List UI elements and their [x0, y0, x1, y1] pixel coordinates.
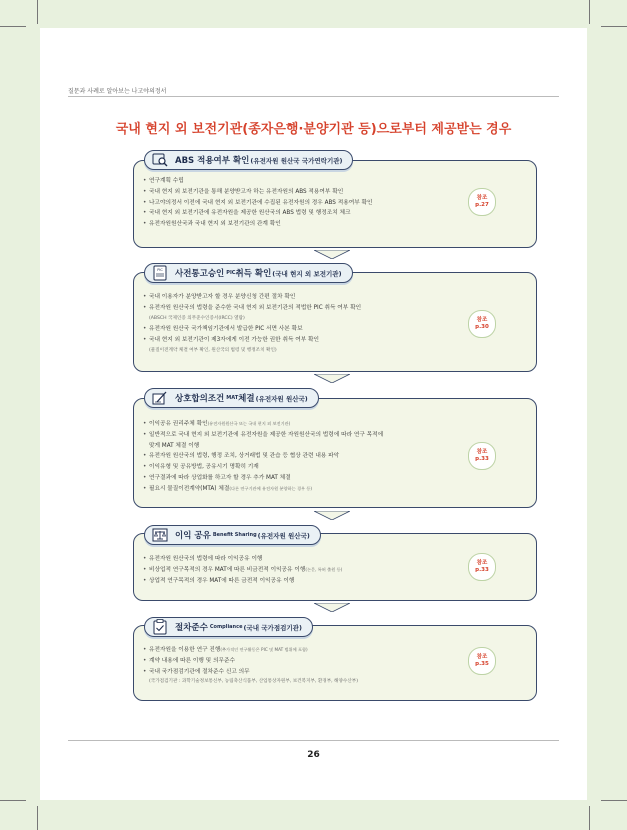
section-abbreviation: Compliance: [209, 624, 243, 630]
list-item: • 국내 이용자가 분양받고자 할 경우 분양신청 간편 절차 확인: [143, 292, 463, 303]
page-reference-badge: 참조 p.30: [468, 310, 496, 338]
list-item: • 국내 현지 외 보전기관이 제3자에게 이전 가능한 권한 취득 여부 확인: [143, 335, 463, 346]
section-authority: (유전자원 원산국): [257, 531, 310, 540]
page-reference-badge: 참조 p.33: [468, 553, 496, 581]
list-item: • 나고야의정서 이전에 국내 현지 외 보전기관에 수집된 유전자원의 경우 ABS 적용여부 확인: [143, 198, 463, 209]
section-title-suffix: 취득 확인: [235, 269, 272, 279]
down-arrow-icon: [314, 603, 350, 612]
page-reference-badge: 참조 p.33: [468, 442, 496, 470]
section-header-benefit-sharing: [144, 525, 321, 545]
section-abbreviation: MAT: [226, 395, 239, 401]
header-divider: [68, 96, 559, 97]
clipboard-check-icon: [151, 620, 169, 634]
section-title: ABS 적용여부 확인: [175, 156, 250, 166]
list-item: • 국내 국가점검기관에 절차준수 신고 의무: [143, 667, 463, 678]
list-item: • 일반적으로 국내 현지 외 보전기관에 유전자원을 제공한 자원원산국의 법령에 따라 연구 목적에: [143, 430, 463, 441]
list-item: • 유전자원 원산국 국가책임기관에서 발급한 PIC 서면 사본 확보: [143, 324, 463, 335]
list-item-note: (물질이전계약 체결 여부 확인, 원산국의 법령 및 행정조치 확인): [149, 347, 277, 353]
section-header-abs-check: [144, 150, 353, 170]
down-arrow-icon: [314, 250, 350, 259]
list-item: • 상업적 연구목적의 경우 MAT에 따른 금전적 이익공유 이행: [143, 576, 463, 587]
section-title: 상호합의조건: [175, 394, 225, 404]
section-items: [143, 645, 463, 688]
list-item: • 유전자원을 이용한 연구 진행(추가적인 연구활동은 PIC 및 MAT 범위에 포함): [143, 645, 463, 656]
section-items: [143, 176, 463, 230]
list-item: • 계약 내용에 따른 이행 및 의무준수: [143, 656, 463, 667]
crop-mark: [589, 806, 590, 830]
crop-mark: [601, 800, 627, 801]
page-reference-badge: 참조 p.27: [468, 188, 496, 216]
list-item: • 필요시 물질이전계약(MTA) 체결(다른 연구기관에 유전자원 분양하는 경우 등): [143, 484, 463, 495]
section-title: 이익 공유: [175, 531, 211, 541]
section-items: [143, 554, 463, 586]
crop-mark: [37, 806, 38, 830]
running-header: 질문과 사례로 알아보는 나고야의정서: [68, 88, 167, 95]
list-item-note: (국가점검기관 : 과학기술정보통신부, 농림축산식품부, 산업통상자원부, 보건복지부, 환경부, 해양수산부): [149, 679, 359, 685]
section-authority: (국내 국가점검기관): [243, 623, 302, 632]
crop-mark: [0, 26, 26, 27]
section-authority: (유전자원 원산국 국가연락기관): [250, 156, 343, 165]
section-authority: (유전자원 원산국): [255, 394, 308, 403]
pic-document-icon: [151, 266, 169, 280]
list-item: • 연구결과에 따라 상업화를 하고자 할 경우 추가 MAT 체결: [143, 473, 463, 484]
section-abbreviation: PIC: [226, 270, 236, 276]
section-abbreviation: Benefit Sharing: [212, 532, 257, 538]
magnifier-icon: [151, 153, 169, 167]
list-item: • 유전자원 원산국의 법령, 행정 조치, 상거래법 및 관습 등 협상 관련 내용 파악: [143, 451, 463, 462]
scales-icon: [151, 528, 169, 542]
page-title: 국내 현지 외 보전기관(종자은행·분양기관 등)으로부터 제공받는 경우: [115, 122, 512, 137]
document-page: [40, 28, 587, 800]
section-title: 사전통고승인: [175, 269, 225, 279]
list-item: • 국내 현지 외 보전기관에 유전자원을 제공한 원산국의 ABS 법령 및 행정조치 체크: [143, 208, 463, 219]
list-item: • 이익유형 및 공유방법, 공유시기 명확히 기재: [143, 462, 463, 473]
section-items: [143, 292, 463, 357]
list-item: • 유전자원 원산국의 법령에 따라 이익공유 이행: [143, 554, 463, 565]
list-item: • 국내 현지 외 보전기관을 통해 분양받고자 하는 유전자원의 ABS 적용여부 확인: [143, 187, 463, 198]
down-arrow-icon: [314, 511, 350, 520]
section-header-compliance: [144, 617, 313, 637]
footer-divider: [68, 740, 559, 741]
down-arrow-icon: [314, 374, 350, 383]
list-item: • 유전자원 원산국의 법령을 준수한 국내 현지 외 보전기관의 적법한 PIC 취득 여부 확인: [143, 303, 463, 314]
crop-mark: [589, 0, 590, 24]
section-header-mat: [144, 388, 319, 408]
list-item: • 연구계획 수립: [143, 176, 463, 187]
crop-mark: [37, 0, 38, 24]
list-item: • 이익공유 권리주체 확인(유전자원원산국 또는 국내 현지 외 보전기관): [143, 419, 463, 430]
list-item-continuation: 맞게 MAT 체결 이행: [149, 442, 200, 449]
list-item: • 비상업적 연구목적의 경우 MAT에 따른 비금전적 이익공유 이행(논문, 특허 출원 등): [143, 565, 463, 576]
page-reference-badge: 참조 p.35: [468, 647, 496, 675]
svg-text:PIC: PIC: [157, 268, 163, 272]
crop-mark: [0, 800, 26, 801]
list-item: • 유전자원원산국과 국내 현지 외 보전기관의 관계 확인: [143, 219, 463, 230]
crop-mark: [601, 26, 627, 27]
section-title-suffix: 체결: [238, 394, 255, 404]
section-header-pic: [144, 263, 353, 283]
section-items: [143, 419, 463, 495]
page-number: 26: [307, 750, 320, 760]
pen-signing-icon: [151, 391, 169, 405]
list-item-continuation: (ABSCH 국제인증 의무준수인증서(IRCC) 열람): [149, 315, 245, 321]
section-authority: (국내 현지 외 보전기관): [272, 269, 342, 278]
section-title: 절차준수: [175, 623, 208, 633]
